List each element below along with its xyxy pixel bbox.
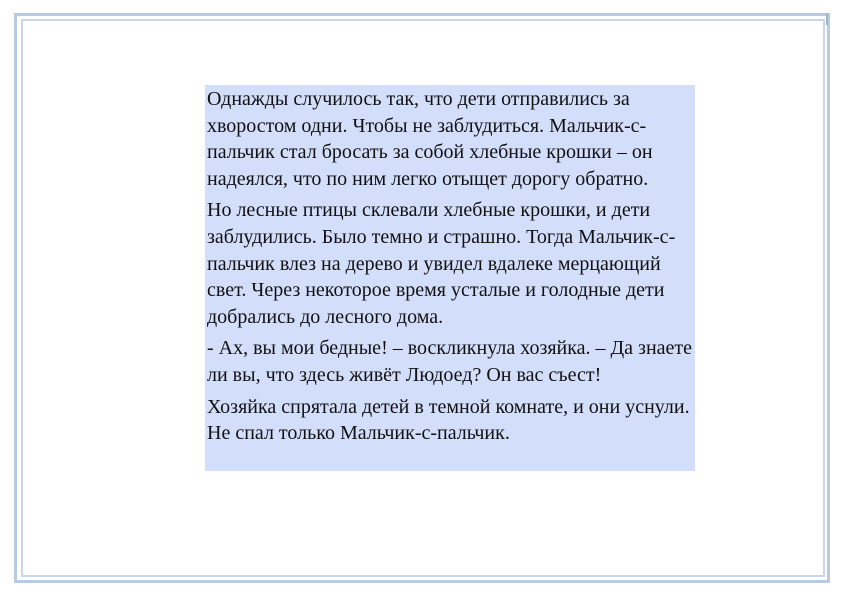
story-paragraph-4: Хозяйка спрятала детей в темной комнате, и они уснули. Не спал только Мальчик-с-пальчик. [207,395,690,445]
story-paragraph-2: Но лесные птицы склевали хлебные крошки, и дети заблудились. Было темно и страшно. Тогда Мальчик-с-пальчик влез на дерево и увидел вдалеке мерцающий свет. Через некоторое время усталые и голодные дети добрались до лесного дома. [207,199,676,328]
story-paragraph-1: Однажды случилось так, что дети отправились за хворостом одни. Чтобы не заблудиться. Мальчик-с-пальчик стал бросать за собой хлебные крошки – он надеялся, что по ним легко отыщет дорогу обратно. [207,88,653,190]
frame-corner-shadow [826,13,828,25]
story-text-box [205,85,695,471]
story-paragraph-3: - Ах, вы мои бедные! – воскликнула хозяйка. – Да знаете ли вы, что здесь живёт Людоед? Он вас съест! [207,337,693,386]
